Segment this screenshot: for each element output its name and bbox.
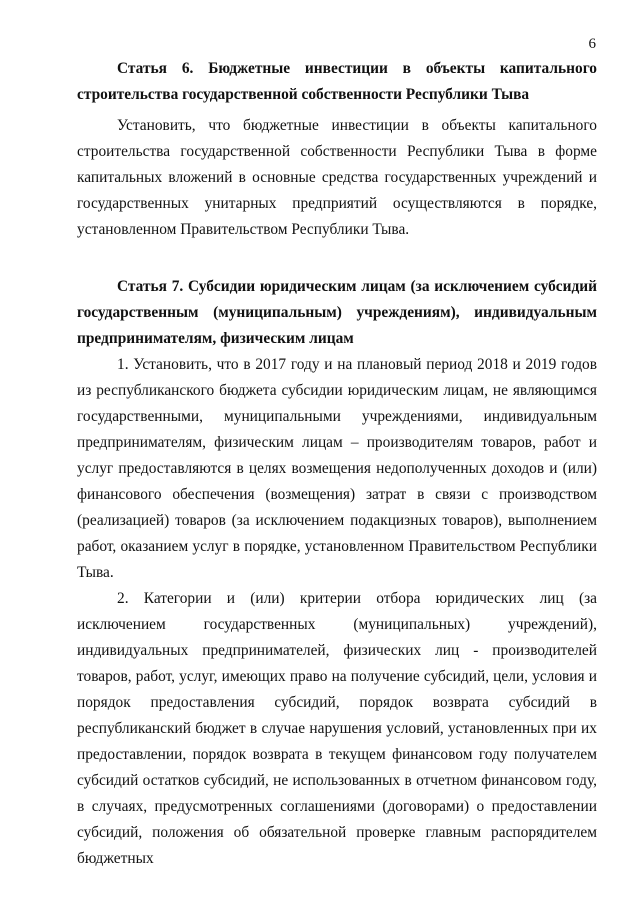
article-7-paragraph-2: 2. Категории и (или) критерии отбора юридических лиц (за исключением государственных (муниципальных) учреждений), индивидуальных предпринимателей, физических лиц - производителей товаров, работ, услуг, имеющих право на получение субсидий, цели, условия и порядок предоставления субсидий, порядок возврата субсидий в республиканский бюджет в случае нарушения условий, установленных при их предоставлении, порядок возврата в текущем финансовом году получателем субсидий остатков субсидий, не использованных в отчетном финансовом году, в случаях, предусмотренных соглашениями (договорами) о предоставлении субсидий, положения об обязательной проверке главным распорядителем бюджетных [77,590,597,867]
article-6-paragraph: Установить, что бюджетные инвестиции в объекты капитального строительства государственной собственности Республики Тыва в форме капитальных вложений в основные средства государственных учреждений и государственных унитарных предприятий осуществляются в порядке, установленном Правительством Республики Тыва. [77,117,597,238]
article-6-heading: Статья 6. Бюджетные инвестиции в объекты капитального строительства государственной собственности Республики Тыва [77,60,597,103]
section-spacer [77,243,597,274]
document-body [77,56,597,872]
article-7-paragraph-1: 1. Установить, что в 2017 году и на плановый период 2018 и 2019 годов из республиканского бюджета субсидии юридическим лицам, не являющимся государственными, муниципальными учреждениями, индивидуальным предпринимателям, физическим лицам – производителям товаров, работ и услуг предоставляются в целях возмещения недополученных доходов и (или) финансового обеспечения (возмещения) затрат в связи с производством (реализацией) товаров (за исключением подакцизных товаров), выполнением работ, оказанием услуг в порядке, установленном Правительством Республики Тыва. [77,356,597,581]
page-number: 6 [588,36,596,52]
article-7-heading: Статья 7. Субсидии юридическим лицам (за исключением субсидий государственным (муниципальным) учреждениям), индивидуальным предпринимателям, физическим лицам [77,278,597,347]
